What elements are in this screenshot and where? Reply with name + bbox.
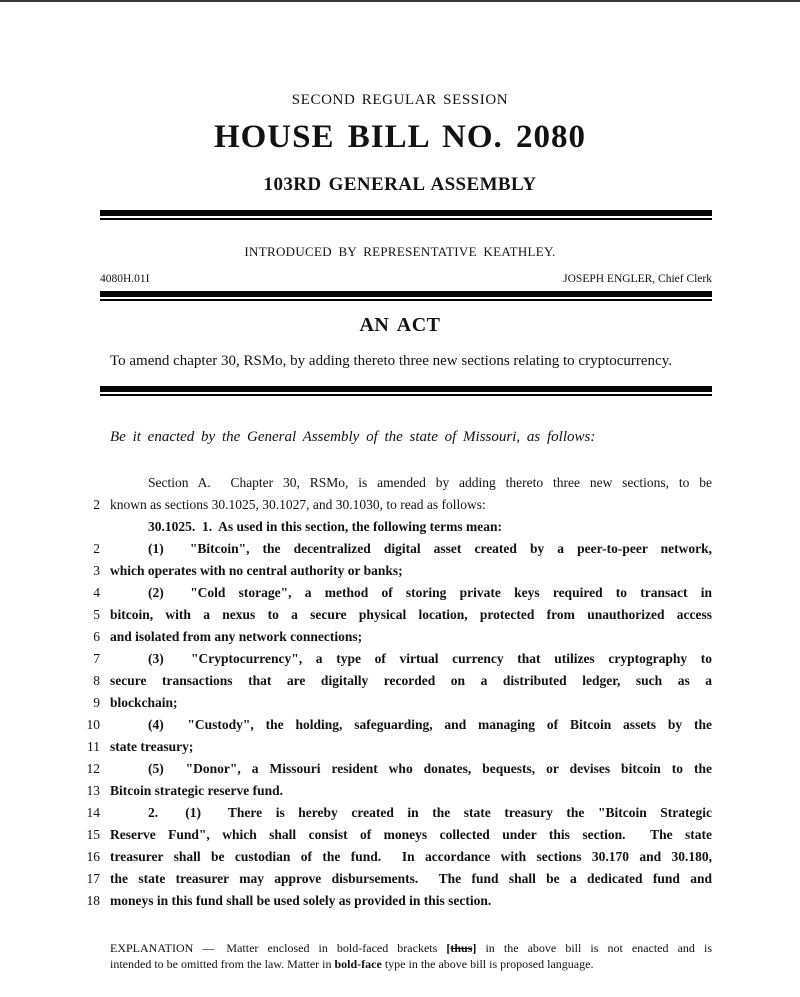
line-text: bitcoin, with a nexus to a secure physical location, protected from unauthorized access bbox=[110, 607, 712, 622]
line-number: 3 bbox=[93, 563, 100, 578]
line-number: 14 bbox=[86, 805, 100, 820]
explanation-text-d: type in the above bill is proposed language. bbox=[381, 957, 594, 971]
line-text: moneys in this fund shall be used solely as provided in this section. bbox=[110, 893, 492, 908]
line-number bbox=[78, 472, 100, 494]
explanation-text-c: intended to be omitted from the law. Matter in bbox=[110, 957, 335, 971]
bill-title: HOUSE BILL NO. 2080 bbox=[213, 119, 587, 155]
line-text: secure transactions that are digitally recorded on a distributed ledger, such as a bbox=[110, 673, 712, 688]
line-text: and isolated from any network connections; bbox=[110, 629, 363, 644]
explanation-line-2 bbox=[110, 956, 712, 972]
line-number: 15 bbox=[86, 827, 100, 842]
explanation-text-a: Matter enclosed in bold-faced brackets bbox=[226, 941, 447, 955]
bill-line bbox=[78, 516, 712, 538]
line-number: 2 bbox=[93, 541, 100, 556]
line-text: (4) "Custody", the holding, safeguarding, and managing of Bitcoin assets by the bbox=[148, 717, 712, 732]
assembly-heading: 103RD GENERAL ASSEMBLY bbox=[263, 174, 537, 195]
bill-line bbox=[78, 604, 712, 626]
bill-line bbox=[78, 582, 712, 604]
line-text: state treasury; bbox=[110, 739, 194, 754]
line-text: Section A. Chapter 30, RSMo, is amended by adding thereto three new sections, to be bbox=[148, 475, 712, 490]
bracket-close: ] bbox=[472, 941, 477, 955]
struck-word: thus bbox=[450, 941, 473, 955]
introduced-by-line: INTRODUCED BY REPRESENTATIVE KEATHLEY. bbox=[244, 244, 556, 259]
session-heading: SECOND REGULAR SESSION bbox=[291, 92, 509, 108]
line-number: 9 bbox=[93, 695, 100, 710]
bill-body bbox=[78, 472, 712, 912]
explanation-note bbox=[110, 940, 712, 972]
line-number: 4 bbox=[93, 585, 100, 600]
chief-clerk-name: JOSEPH ENGLER, Chief Clerk bbox=[563, 273, 712, 285]
line-number: 8 bbox=[93, 673, 100, 688]
line-text: blockchain; bbox=[110, 695, 178, 710]
line-number: 2 bbox=[93, 497, 100, 512]
line-text: which operates with no central authority or banks; bbox=[110, 563, 403, 578]
line-number: 5 bbox=[93, 607, 100, 622]
explanation-text-b: in the above bill is not enacted and is bbox=[476, 941, 712, 955]
line-number: 13 bbox=[86, 783, 100, 798]
bold-face-word: bold-face bbox=[334, 957, 382, 971]
bill-line bbox=[78, 626, 712, 648]
bill-line bbox=[78, 560, 712, 582]
line-number: 7 bbox=[93, 651, 100, 666]
bill-line bbox=[78, 494, 712, 516]
line-text: (2) "Cold storage", a method of storing private keys required to transact in bbox=[148, 585, 712, 600]
bill-line bbox=[78, 538, 712, 560]
enacting-clause: Be it enacted by the General Assembly of the state of Missouri, as follows: bbox=[110, 429, 596, 445]
bill-code: 4080H.01I bbox=[100, 273, 150, 285]
divider-rule-top bbox=[100, 210, 712, 220]
line-text: Reserve Fund", which shall consist of moneys collected under this section. The state bbox=[110, 827, 712, 842]
line-number: 17 bbox=[86, 871, 100, 886]
line-number bbox=[78, 516, 100, 538]
act-summary: To amend chapter 30, RSMo, by adding thereto three new sections relating to cryptocurrency. bbox=[110, 353, 672, 369]
bill-line bbox=[78, 472, 712, 494]
line-text: (5) "Donor", a Missouri resident who donates, bequests, or devises bitcoin to the bbox=[148, 761, 712, 776]
line-number: 16 bbox=[86, 849, 100, 864]
line-number: 11 bbox=[87, 739, 100, 754]
divider-rule-bottom bbox=[100, 386, 712, 396]
line-number: 12 bbox=[86, 761, 100, 776]
bill-line bbox=[78, 846, 712, 868]
line-text: treasurer shall be custodian of the fund. In accordance with sections 30.170 and 30.180, bbox=[110, 849, 712, 864]
line-text: the state treasurer may approve disbursements. The fund shall be a dedicated fund and bbox=[110, 871, 712, 886]
line-number: 18 bbox=[86, 893, 100, 908]
divider-rule-middle bbox=[100, 291, 712, 301]
clerk-row bbox=[100, 273, 712, 285]
bill-line bbox=[78, 780, 712, 802]
bill-line bbox=[78, 802, 712, 824]
explanation-label: EXPLANATION — bbox=[110, 941, 215, 955]
bill-line bbox=[78, 824, 712, 846]
bill-line bbox=[78, 648, 712, 670]
bill-line bbox=[78, 670, 712, 692]
explanation-line-1 bbox=[110, 940, 712, 956]
line-text: (3) "Cryptocurrency", a type of virtual currency that utilizes cryptography to bbox=[148, 651, 712, 666]
line-number: 10 bbox=[86, 717, 100, 732]
bill-line bbox=[78, 758, 712, 780]
line-text: Bitcoin strategic reserve fund. bbox=[110, 783, 283, 798]
bill-line bbox=[78, 890, 712, 912]
line-text: 2. (1) There is hereby created in the state treasury the "Bitcoin Strategic bbox=[148, 805, 712, 820]
line-text: (1) "Bitcoin", the decentralized digital asset created by a peer-to-peer network, bbox=[148, 541, 712, 556]
bill-line bbox=[78, 714, 712, 736]
line-text: known as sections 30.1025, 30.1027, and 30.1030, to read as follows: bbox=[110, 497, 486, 512]
bill-line bbox=[78, 736, 712, 758]
bracket-open: [ bbox=[446, 941, 451, 955]
bill-line bbox=[78, 692, 712, 714]
line-number: 6 bbox=[93, 629, 100, 644]
act-heading: AN ACT bbox=[359, 314, 441, 336]
line-text: 30.1025. 1. As used in this section, the following terms mean: bbox=[148, 519, 502, 534]
bill-line bbox=[78, 868, 712, 890]
